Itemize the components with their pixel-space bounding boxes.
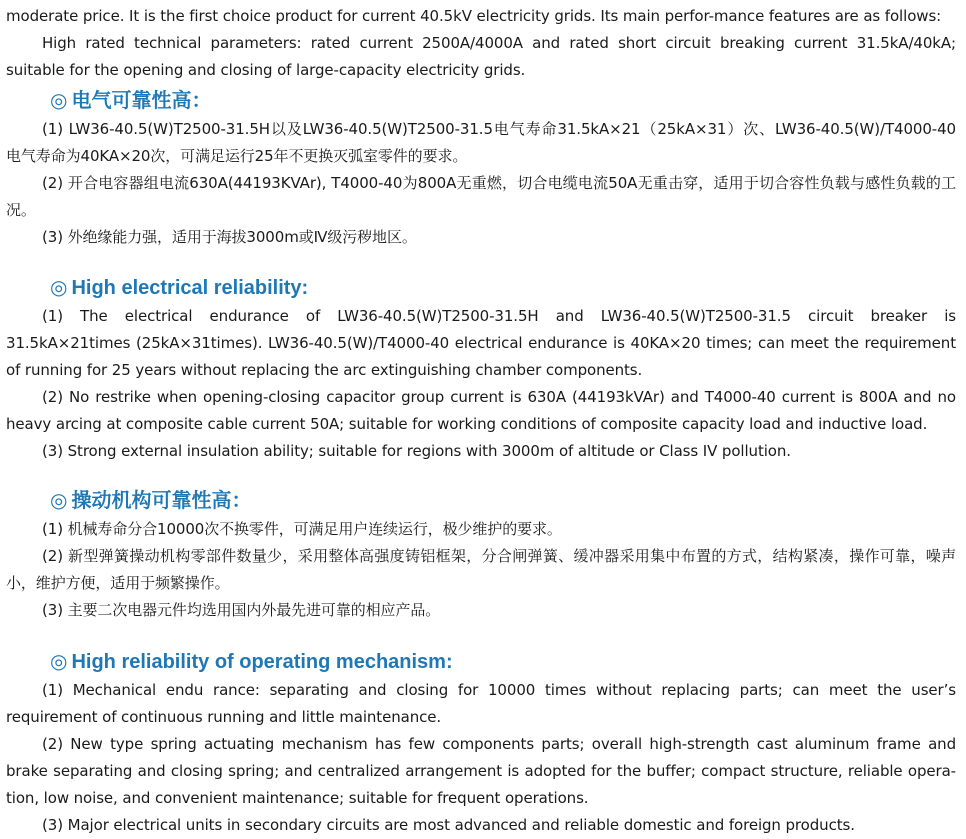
intro-section (6, 3, 956, 84)
section-title: High electrical reliability: (71, 277, 309, 299)
list-item: (2) No restrike when opening-closing capacitor group current is 630A (44193kVAr) and T4000-40 current is 800A and no heavy arcing at composite cable current 50A; suitable for working conditions of composite capacity load and inductive load. (6, 388, 956, 433)
section-heading (6, 273, 956, 303)
section-electrical-reliability-cn (6, 86, 956, 251)
section-mechanism-reliability-cn (6, 486, 956, 624)
list-item: (1) LW36-40.5(W)T2500-31.5H以及LW36-40.5(W)T2500-31.5电气寿命31.5kA×21（25kA×31）次、LW36-40.5(W)/T4000-40电气寿命为40KA×20次，可满足运行25年不更换灭弧室零件的要求。 (6, 120, 956, 165)
section-title: 电气可靠性高： (71, 90, 212, 112)
intro-paragraph-2: High rated technical parameters: rated current 2500A/4000A and rated short circuit breaking current 31.5kA/40kA; suitable for the opening and closing of large-capacity electricity grids. (6, 34, 956, 79)
section-mechanism-reliability-en (6, 647, 956, 839)
circle-bullet-icon: ◎ (50, 277, 68, 299)
section-heading (6, 486, 956, 516)
circle-bullet-icon: ◎ (50, 90, 68, 112)
list-item: (1) The electrical endurance of LW36-40.5(W)T2500-31.5H and LW36-40.5(W)T2500-31.5 circuit breaker is 31.5kA×21times (25kA×31times). LW36-40.5(W)/T4000-40 electrical endurance is 40KA×20 times; can meet the requirement of running for 25 years without replacing the arc extinguishing chamber components. (6, 307, 956, 379)
list-item: (3) Major electrical units in secondary circuits are most advanced and reliable domestic and foreign products. (42, 816, 855, 834)
list-item: (3) Strong external insulation ability; suitable for regions with 3000m of altitude or Class IV pollution. (42, 442, 791, 460)
list-item: (2) New type spring actuating mechanism has few components parts; overall high-strength cast aluminum frame and brake separating and closing spring; and centralized arrangement is adopted for the buffer; compact structure, reliable opera-tion, low noise, and convenient maintenance; suitable for frequent operations. (6, 735, 956, 807)
circle-bullet-icon: ◎ (50, 490, 68, 512)
list-item: (2) 开合电容器组电流630A(44193KVAr), T4000-40为800A无重燃，切合电缆电流50A无重击穿，适用于切合容性负载与感性负载的工况。 (6, 174, 956, 219)
section-heading (6, 86, 956, 116)
intro-paragraph-1: moderate price. It is the first choice product for current 40.5kV electricity grids. Its main perfor-mance features are as follows: (6, 7, 942, 25)
list-item: (1) 机械寿命分合10000次不换零件，可满足用户连续运行，极少维护的要求。 (42, 520, 562, 538)
list-item: (3) 外绝缘能力强，适用于海拔3000m或Ⅳ级污秽地区。 (42, 228, 417, 246)
list-item: (2) 新型弹簧操动机构零部件数量少，采用整体高强度铸铝框架，分合闸弹簧、缓冲器采用集中布置的方式，结构紧凑，操作可靠，噪声小，维护方便，适用于频繁操作。 (6, 547, 956, 592)
section-title: High reliability of operating mechanism: (71, 651, 453, 673)
section-heading (6, 647, 956, 677)
section-title: 操动机构可靠性高： (71, 490, 252, 512)
list-item: (3) 主要二次电器元件均选用国内外最先进可靠的相应产品。 (42, 601, 441, 619)
list-item: (1) Mechanical endu rance: separating and closing for 10000 times without replacing parts; can meet the user’s requirement of continuous running and little maintenance. (6, 681, 956, 726)
circle-bullet-icon: ◎ (50, 651, 68, 673)
section-electrical-reliability-en (6, 273, 956, 465)
